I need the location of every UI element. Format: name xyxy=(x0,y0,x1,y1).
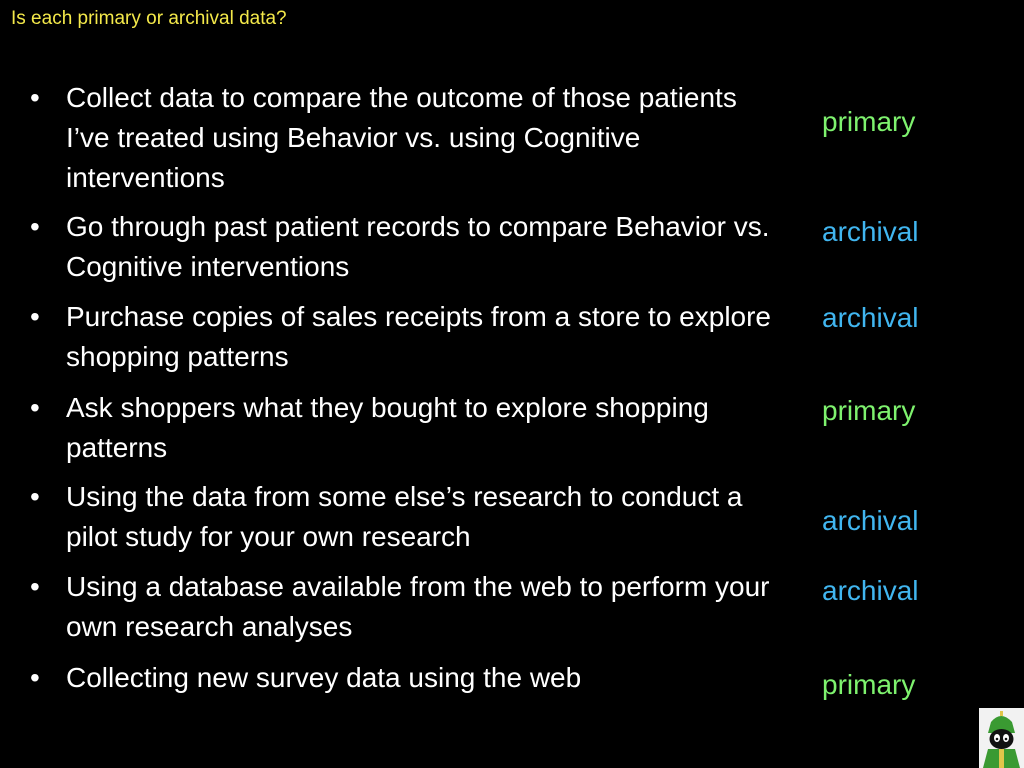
bullet-dot: • xyxy=(30,662,40,693)
bullet-text: Collecting new survey data using the web xyxy=(66,662,582,693)
bullet-dot: • xyxy=(30,82,40,113)
bullet-text: Using a database available from the web to perform your own research analyses xyxy=(66,571,770,642)
slide-title: Is each primary or archival data? xyxy=(11,8,287,29)
answer-label: archival xyxy=(822,505,919,536)
cartoon-alien-mascot-icon xyxy=(979,708,1024,768)
bullet-dot: • xyxy=(30,392,40,423)
bullet-text: Ask shoppers what they bought to explore shopping patterns xyxy=(66,392,709,463)
answer-label: archival xyxy=(822,302,919,333)
answer-label: primary xyxy=(822,669,916,700)
bullet-text: Using the data from some else’s research to conduct a pilot study for your own research xyxy=(66,481,743,552)
answer-label: archival xyxy=(822,575,919,606)
answer-label: archival xyxy=(822,216,919,247)
bullet-text: Collect data to compare the outcome of those patients I’ve treated using Behavior vs. using Cognitive interventions xyxy=(66,82,737,193)
answer-label: primary xyxy=(822,106,916,137)
bullet-text: Go through past patient records to compare Behavior vs. Cognitive interventions xyxy=(66,211,770,282)
bullet-dot: • xyxy=(30,301,40,332)
answer-label: primary xyxy=(822,395,916,426)
bullet-text: Purchase copies of sales receipts from a store to explore shopping patterns xyxy=(66,301,772,372)
cartoon-alien-mascot-icon xyxy=(979,708,1024,768)
bullet-dot: • xyxy=(30,571,40,602)
bullet-dot: • xyxy=(30,211,40,242)
bullet-dot: • xyxy=(30,481,40,512)
